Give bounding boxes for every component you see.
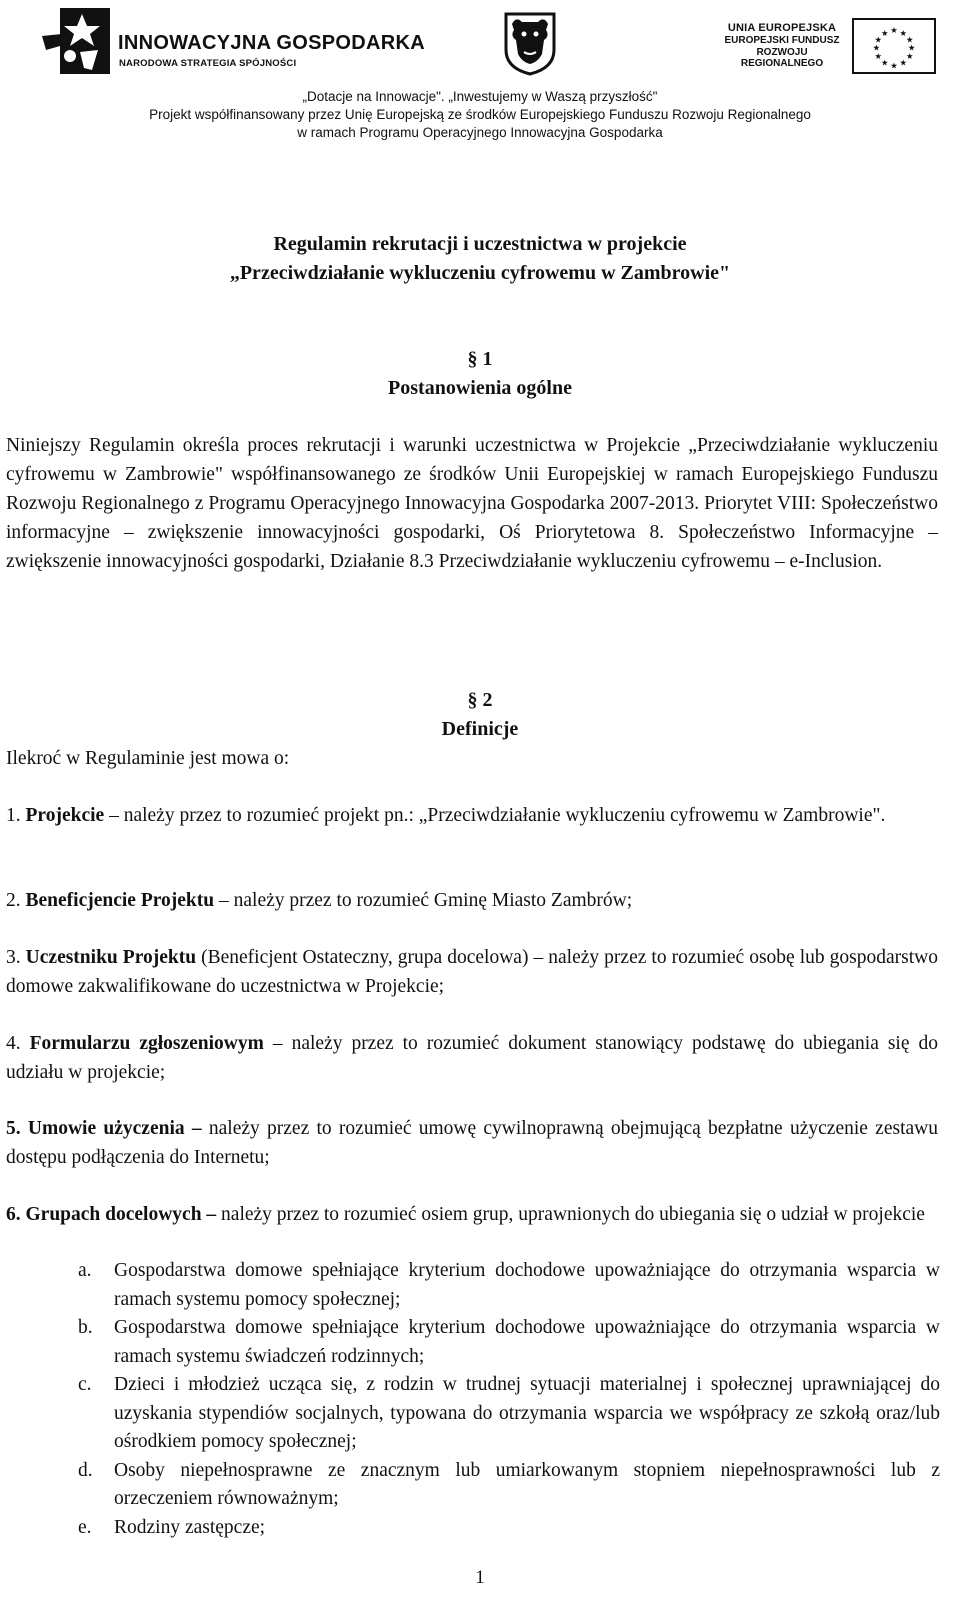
definition-4 <box>6 1029 938 1087</box>
list-item <box>78 1514 940 1543</box>
list-item-text: Osoby niepełnosprawne ze znacznym lub umiarkowanym stopniem niepełnosprawności lub z orzeczeniem równoważnym; <box>114 1459 940 1509</box>
slogan-line3: w ramach Programu Operacyjnego Innowacyjna Gospodarka <box>297 125 663 140</box>
definition-number: 5. <box>6 1118 21 1139</box>
title-line2: „Przeciwdziałanie wykluczeniu cyfrowemu w Zambrowie" <box>229 262 731 284</box>
svg-text:★: ★ <box>874 51 882 61</box>
svg-text:★: ★ <box>907 42 916 53</box>
title-line1: Regulamin rekrutacji i uczestnictwa w projekcie <box>273 233 687 255</box>
eu-flag-icon <box>852 18 936 74</box>
section1-title: Postanowienia ogólne <box>388 377 572 399</box>
svg-text:★: ★ <box>906 51 914 61</box>
slogan-line2: Projekt współfinansowany przez Unię Europejską ze środków Europejskiego Funduszu Rozwoju Regionalnego <box>149 107 811 122</box>
document-title <box>0 230 960 288</box>
list-item-text: Dzieci i młodzież ucząca się, z rodzin w trudnej sytuacji materialnej i społecznej uprawniającej do uzyskania stypendiów socjalnych, typowana do otrzymania wsparcia we współpracy ze szkołą oraz/lub ośrodkiem pomocy społecznej; <box>114 1374 940 1452</box>
section2-number: § 2 <box>467 689 493 711</box>
definition-term: Formularzu zgłoszeniowym <box>29 1033 264 1054</box>
definition-text: – należy przez to rozumieć Gminę Miasto Zambrów; <box>214 890 633 911</box>
svg-text:★: ★ <box>906 34 914 45</box>
project-slogan <box>0 88 960 142</box>
list-item-text: Rodziny zastępcze; <box>114 1516 266 1538</box>
svg-text:★: ★ <box>890 60 898 71</box>
definition-number: 1. <box>6 805 21 826</box>
definition-text: (Beneficjent Ostateczny, grupa docelowa) – należy przez to rozumieć osobę lub gospodarstwo domowe zakwalifikowane do uczestnictwa w Projekcie; <box>6 947 938 997</box>
svg-text:★: ★ <box>890 25 898 35</box>
definition-2 <box>6 886 938 915</box>
section2-title: Definicje <box>441 718 519 740</box>
definition-text: należy przez to rozumieć osiem grup, uprawnionych do ubiegania się o udział w projekcie <box>216 1204 925 1225</box>
list-item-label: e. <box>78 1516 92 1538</box>
list-item-label: d. <box>78 1459 93 1481</box>
definition-term: Grupach docelowych – <box>25 1204 217 1225</box>
definition-number: 3. <box>6 947 21 968</box>
definition-text: – należy przez to rozumieć projekt pn.: „Przeciwdziałanie wykluczeniu cyfrowemu w Zambrowie". <box>104 805 886 826</box>
definition-number: 4. <box>6 1033 21 1054</box>
eu-logo-line3: ROZWOJU REGIONALNEGO <box>740 47 824 69</box>
podlaskie-bison-emblem-icon <box>500 10 560 76</box>
slogan-line1: „Dotacje na Innowacje". „Inwestujemy w Waszą przyszłość" <box>302 89 658 104</box>
ig-logo-subtitle: NARODOWA STRATEGIA SPÓJNOŚCI <box>119 58 297 69</box>
ig-star-figure-icon <box>40 6 116 76</box>
section1-heading <box>0 345 960 403</box>
list-item <box>78 1257 940 1314</box>
svg-text:★: ★ <box>874 34 882 45</box>
definition-term: Uczestniku Projektu <box>25 947 197 968</box>
definition-3 <box>6 943 938 1001</box>
eu-logo-line2: EUROPEJSKI FUNDUSZ <box>724 35 840 46</box>
list-item-text: Gospodarstwa domowe spełniające kryterium dochodowe upoważniające do otrzymania wsparcia w ramach systemu świadczeń rodzinnych; <box>114 1317 940 1367</box>
svg-text:★: ★ <box>880 27 889 38</box>
definition-6 <box>6 1200 938 1229</box>
definition-text: należy przez to rozumieć umowę cywilnoprawną obejmującą bezpłatne użyczenie zestawu dostępu podłączenia do Internetu; <box>6 1118 938 1168</box>
definition-term: Projekcie <box>25 805 105 826</box>
definition-number: 6. <box>6 1204 21 1225</box>
list-item-text: Gospodarstwa domowe spełniające kryterium dochodowe upoważniające do otrzymania wsparcia w ramach systemu pomocy społecznej; <box>114 1260 940 1310</box>
header-logos <box>0 0 960 90</box>
definition-term: Umowie użyczenia – <box>27 1118 202 1139</box>
svg-text:★: ★ <box>899 57 908 68</box>
list-item-label: b. <box>78 1317 93 1338</box>
svg-text:★: ★ <box>899 27 908 38</box>
page-number: 1 <box>475 1567 485 1588</box>
list-item <box>78 1314 940 1371</box>
list-item <box>78 1371 940 1457</box>
eu-logo <box>722 18 942 76</box>
definition-term: Beneficjencie Projektu <box>25 890 215 911</box>
target-groups-list <box>78 1257 940 1542</box>
section2-heading <box>410 686 550 744</box>
svg-text:★: ★ <box>872 42 881 53</box>
section2-intro: Ilekroć w Regulaminie jest mowa o: <box>6 748 290 769</box>
section1-text: Niniejszy Regulamin określa proces rekrutacji i warunki uczestnictwa w Projekcie „Przeciwdziałanie wykluczeniu cyfrowemu w Zambrowie" współfinansowanego ze środków Unii Europejskiej w ramach Europejskiego Funduszu Rozwoju Regionalnego z Programu Operacyjnego Innowacyjna Gospodarka 2007-2013. Priorytet VIII: Społeczeństwo informacyjne – zwiększenie innowacyjności gospodarki, Oś Priorytetowa 8. Społeczeństwo Informacyjne – zwiększenie innowacyjności gospodarki, Działanie 8.3 Przeciwdziałanie wykluczeniu cyfrowemu – e-Inclusion. <box>6 435 938 572</box>
eu-logo-text <box>722 22 842 69</box>
section1-number: § 1 <box>467 348 493 370</box>
list-item-label: a. <box>78 1260 92 1281</box>
innowacyjna-gospodarka-logo <box>40 6 425 76</box>
definition-1 <box>6 801 938 830</box>
svg-text:★: ★ <box>880 57 889 68</box>
ig-logo-title: INNOWACYJNA GOSPODARKA <box>118 32 425 54</box>
definition-text: – należy przez to rozumieć dokument stanowiący podstawę do ubiegania się do udziału w projekcie; <box>6 1033 938 1083</box>
definition-number: 2. <box>6 890 21 911</box>
definition-5 <box>6 1114 938 1172</box>
eu-logo-line1: UNIA EUROPEJSKA <box>727 22 837 34</box>
list-item-label: c. <box>78 1374 92 1395</box>
list-item <box>78 1457 940 1514</box>
